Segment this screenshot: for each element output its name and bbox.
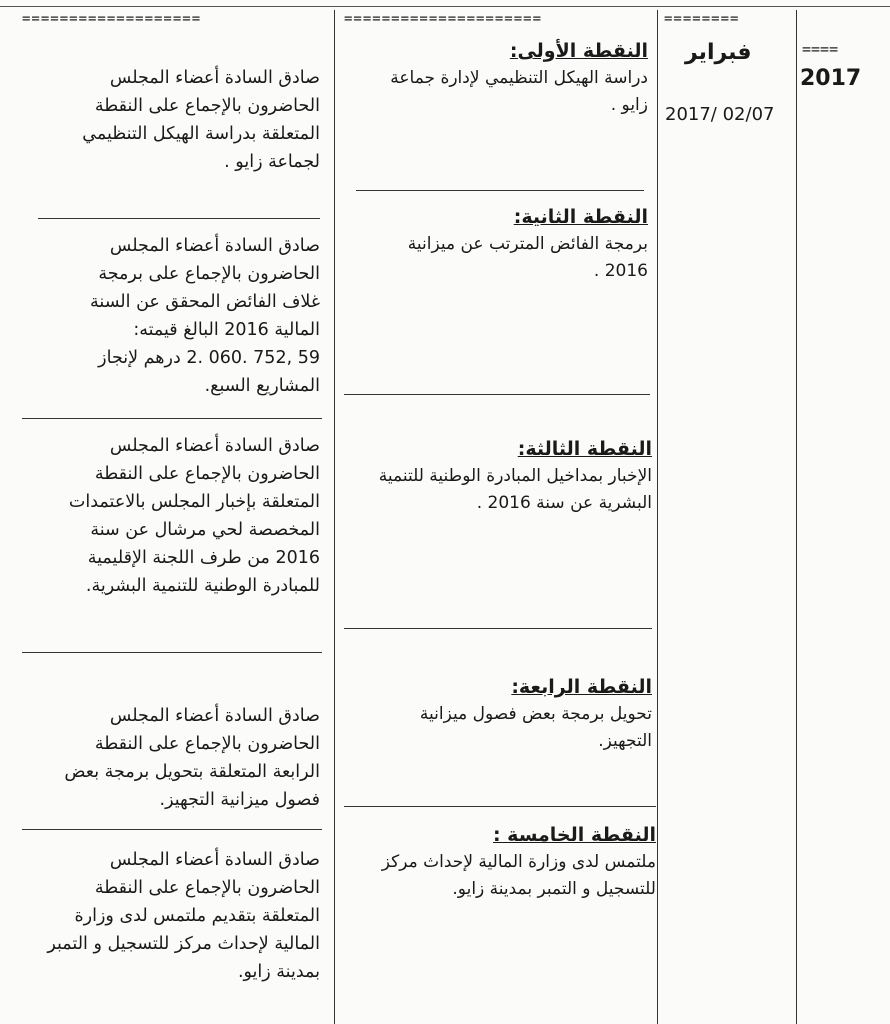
resolution-line: صادق السادة أعضاء المجلس [109, 850, 320, 870]
resolution-line: المالية لإحداث مركز للتسجيل و التمبر [47, 934, 320, 954]
agenda-point-title: النقطة الثالثة: [517, 438, 652, 460]
year-label: 2017 [800, 66, 862, 91]
resolution-line: بمدينة زايو. [237, 962, 320, 982]
resolution-line: صادق السادة أعضاء المجلس [109, 236, 320, 256]
separator [38, 218, 320, 219]
agenda-point-desc-line: 2016 . [593, 261, 648, 281]
resolution-line: لجماعة زايو . [224, 152, 320, 172]
resolution-line: المتعلقة بتقديم ملتمس لدى وزارة [74, 906, 320, 926]
agenda-point-desc-line: تحويل برمجة بعض فصول ميزانية [419, 704, 652, 724]
agenda-point-desc-line: للتسجيل و التمبر بمدينة زايو. [452, 879, 656, 899]
resolution-line: 2016 من طرف اللجنة الإقليمية [87, 548, 320, 568]
agenda-point-3 [338, 436, 652, 517]
resolution-line: المتعلقة بإخبار المجلس بالاعتمدات [68, 492, 320, 512]
agenda-point-desc-line: زايو . [610, 95, 648, 115]
resolution-line: المالية 2016 البالغ قيمته: [133, 320, 320, 340]
agenda-point-desc-line: البشرية عن سنة 2016 . [476, 493, 652, 513]
month-label: فبراير [685, 40, 752, 65]
resolution-line: المشاريع السبع. [204, 376, 320, 396]
resolution-line: صادق السادة أعضاء المجلس [109, 68, 320, 88]
resolution-1 [20, 64, 320, 176]
resolution-3 [20, 432, 320, 600]
separator [356, 190, 644, 191]
resolution-line: صادق السادة أعضاء المجلس [109, 436, 320, 456]
resolution-line: 59 ,752 .060 .2 درهم لإنجاز [98, 348, 320, 368]
header-rule-year: ==== [802, 40, 839, 58]
separator [22, 418, 322, 419]
agenda-point-title: النقطة الثانية: [513, 206, 648, 228]
separator [22, 652, 322, 653]
agenda-point-4 [350, 674, 652, 755]
header-rule-date: ======== [664, 11, 740, 27]
resolution-line: الحاضرون بالإجماع على النقطة [94, 464, 320, 484]
column-divider-3 [796, 10, 797, 1024]
agenda-point-title: النقطة الخامسة : [492, 824, 656, 846]
top-border [0, 6, 890, 7]
session-date: 2017/ 02/07 [665, 104, 775, 125]
separator [344, 806, 656, 807]
resolution-line: الرابعة المتعلقة بتحويل برمجة بعض [64, 762, 320, 782]
resolution-4 [20, 702, 320, 814]
header-rule-resolutions: =================== [22, 11, 202, 27]
resolution-5 [20, 846, 320, 986]
header-rule-points: ===================== [344, 11, 543, 27]
agenda-point-desc-line: التجهيز. [598, 731, 652, 751]
resolution-line: المتعلقة بدراسة الهيكل التنظيمي [82, 124, 320, 144]
separator [344, 628, 652, 629]
resolution-line: المخصصة لحي مرشال عن سنة [90, 520, 320, 540]
resolution-2 [20, 232, 320, 400]
agenda-point-desc-line: الإخبار بمداخيل المبادرة الوطنية للتنمية [378, 466, 652, 486]
resolution-line: للمبادرة الوطنية للتنمية البشرية. [85, 576, 320, 596]
resolution-line: غلاف الفائض المحقق عن السنة [90, 292, 320, 312]
agenda-point-5 [340, 822, 656, 903]
agenda-point-desc-line: دراسة الهيكل التنظيمي لإدارة جماعة [390, 68, 648, 88]
separator [344, 394, 650, 395]
resolution-line: صادق السادة أعضاء المجلس [109, 706, 320, 726]
agenda-point-desc-line: برمجة الفائض المترتب عن ميزانية [407, 234, 648, 254]
separator [22, 829, 322, 830]
resolution-line: الحاضرون بالإجماع على النقطة [94, 96, 320, 116]
resolution-line: فصول ميزانية التجهيز. [159, 790, 320, 810]
resolution-line: الحاضرون بالإجماع على النقطة [94, 878, 320, 898]
agenda-point-title: النقطة الأولى: [509, 40, 648, 62]
resolution-line: الحاضرون بالإجماع على برمجة [98, 264, 320, 284]
column-divider-1 [334, 10, 335, 1024]
agenda-point-desc-line: ملتمس لدى وزارة المالية لإحداث مركز [381, 852, 656, 872]
agenda-point-2 [350, 204, 648, 285]
agenda-point-1 [350, 38, 648, 119]
agenda-point-title: النقطة الرابعة: [511, 676, 652, 698]
column-divider-2 [657, 10, 658, 1024]
resolution-line: الحاضرون بالإجماع على النقطة [94, 734, 320, 754]
